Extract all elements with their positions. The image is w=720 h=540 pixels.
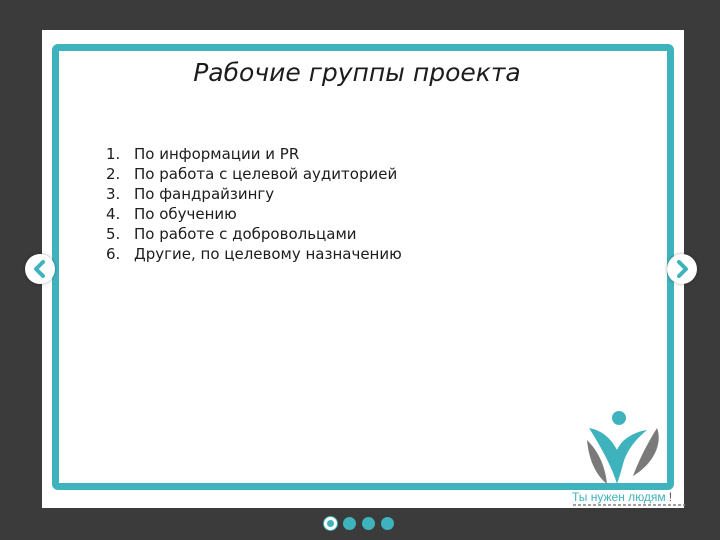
- pager-dot-1[interactable]: [324, 517, 337, 530]
- chevron-left-icon: [25, 254, 55, 284]
- list-item-number: 1.: [106, 145, 121, 163]
- list-item-number: 2.: [106, 165, 121, 183]
- pager-dot-4[interactable]: [381, 517, 394, 530]
- list-item: [106, 184, 402, 204]
- list-item-text: По обучению: [134, 205, 237, 223]
- brand-name: [572, 490, 672, 504]
- working-groups-list: [106, 144, 402, 264]
- list-item: [106, 164, 402, 184]
- brand-name-text: Ты нужен людям: [572, 490, 666, 504]
- person-leaves-logo: [583, 410, 663, 486]
- brand-tagline-line: [573, 504, 685, 506]
- slide-title: Рабочие группы проекта: [193, 58, 521, 87]
- list-item-text: Другие, по целевому назначению: [134, 245, 402, 263]
- chevron-right-icon: [667, 254, 697, 284]
- brand-separator: !: [668, 490, 673, 504]
- list-item-text: По работе с добровольцами: [134, 225, 357, 243]
- list-item-number: 4.: [106, 205, 121, 223]
- list-item-text: По фандрайзингу: [134, 185, 275, 203]
- slide-pager: [324, 517, 394, 530]
- previous-slide-button[interactable]: [25, 254, 55, 284]
- list-item: [106, 144, 402, 164]
- list-item: [106, 244, 402, 264]
- list-item-number: 6.: [106, 245, 121, 263]
- slide-frame: [52, 44, 674, 490]
- list-item: [106, 224, 402, 244]
- list-item-number: 5.: [106, 225, 121, 243]
- list-item: [106, 204, 402, 224]
- next-slide-button[interactable]: [667, 254, 697, 284]
- list-item-text: По информации и PR: [134, 145, 300, 163]
- list-item-text: По работа с целевой аудиторией: [134, 165, 398, 183]
- list-item-number: 3.: [106, 185, 121, 203]
- pager-dot-3[interactable]: [362, 517, 375, 530]
- pager-dot-2[interactable]: [343, 517, 356, 530]
